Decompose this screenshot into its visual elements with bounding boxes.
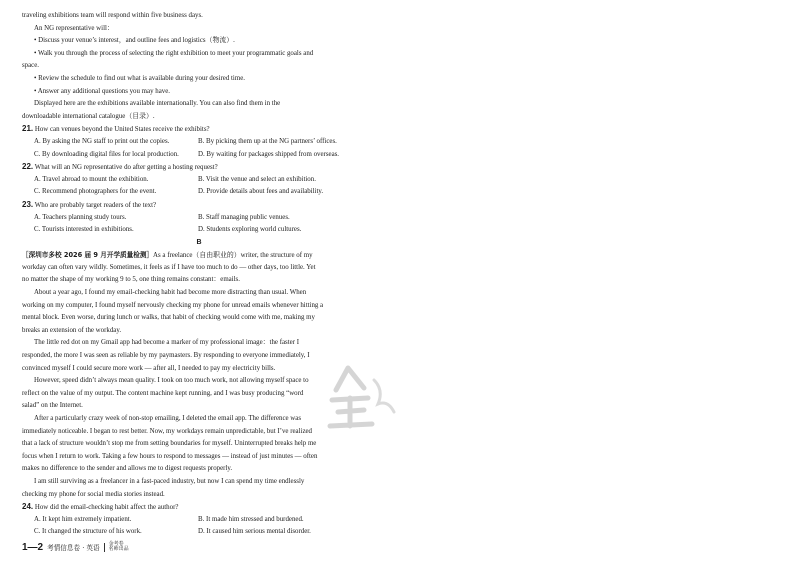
bullet-item: • Answer any additional questions you may have. [34, 87, 170, 95]
passage-line: mental block. Even worse, during lunch or walks, that habit of checking would come with me, making my [22, 314, 315, 322]
passage-source: ［深圳市多校 2026 届 9 月开学质量检测］ [22, 251, 154, 260]
text-line: traveling exhibitions team will respond within five business days. [22, 12, 203, 19]
question-number: 23. [22, 199, 34, 209]
bullet-item: • Discuss your venue’s interest，and outline fees and logistics（物流）. [34, 37, 235, 45]
option-d[interactable]: D. By waiting for packages shipped from overseas. [198, 150, 340, 158]
option-c[interactable]: C. Tourists interested in exhibitions. [34, 226, 134, 234]
option-c[interactable]: C. Recommend photographers for the event. [34, 188, 157, 196]
passage-line [22, 249, 376, 262]
passage-line: checking my phone for social media stories instead. [22, 490, 165, 498]
section-heading: B [196, 238, 202, 246]
brand-logo-line: 金考卷 [108, 541, 124, 547]
option-c[interactable]: C. It changed the structure of his work. [34, 528, 142, 536]
passage-line: The little red dot on my Gmail app had become a marker of my professional image：the faster I [34, 339, 300, 347]
passage-line: focus when I return to work. Taking a few hours to respond to messages — instead of just minutes — often [22, 452, 318, 460]
passage-line: reflect on the value of my output. The content machine kept running, and I was busy producing “word [22, 389, 304, 397]
watermark-icon [318, 360, 398, 432]
bullet-item: • Review the schedule to find out what is available during your desired time. [34, 74, 245, 82]
brand-logo [109, 542, 129, 552]
passage-line: About a year ago, I found my email-checking habit had become more distracting than usual. When [34, 289, 307, 297]
option-a[interactable]: A. Travel abroad to mount the exhibition. [34, 175, 149, 183]
passage-line: no matter the shape of my working 9 to 5, one thing remains constant：emails. [22, 276, 240, 284]
options-row [22, 149, 376, 162]
question-22 [22, 161, 376, 174]
paragraph-line: Displayed here are the exhibitions available internationally. You can also find them in the [34, 100, 281, 108]
passage-line: However, speed didn’t always mean quality. I took on too much work, not allowing myself space to [34, 377, 309, 385]
passage-line: salad” on the Internet. [22, 402, 83, 410]
options-row [22, 212, 376, 225]
passage-line: makes no difference to the sender and allows me to digest requests properly. [22, 465, 233, 473]
passage-line: convinced myself I could secure more work — after all, I needed to pay my electricity bills. [22, 364, 276, 372]
question-text: What will an NG representative do after getting a hosting request? [34, 164, 218, 172]
options-row [22, 136, 376, 149]
passage-line: responded, the more I was seen as reliable by my paymasters. By responding to everyone immediately, I [22, 352, 310, 360]
options-row [22, 186, 376, 199]
options-row [22, 526, 376, 539]
footer-divider [104, 543, 105, 552]
bullet-item: • Walk you through the process of selecting the right exhibition to meet your programmatic goals and [34, 49, 314, 57]
passage-line: immediately noticeable. I began to rest better. Now, my workdays remain unpredictable, but I’ve realized [22, 427, 313, 435]
passage-line: I am still surviving as a freelancer in a fast-paced industry, but now I can spend my time endlessly [34, 477, 305, 485]
paragraph-line: downloadable international catalogue（目录）. [22, 112, 155, 120]
question-text: Who are probably target readers of the text? [34, 201, 157, 209]
bullet-item-continued: space. [22, 62, 40, 70]
question-number: 24. [22, 502, 34, 512]
option-a[interactable]: A. By asking the NG staff to print out the copies. [34, 137, 170, 145]
option-b[interactable]: B. By picking them up at the NG partners’ offices. [198, 137, 337, 145]
page-number: 1—2 [22, 541, 44, 553]
option-d[interactable]: D. Students exploring world cultures. [198, 226, 302, 234]
question-24 [22, 501, 376, 514]
passage-line: breaks an extension of the workday. [22, 326, 122, 334]
question-text: How can venues beyond the United States receive the exhibits? [34, 126, 210, 134]
passage-line: workday can often vary wildly. Sometimes, it feels as if I have too much to do — other days, too little. Yet [22, 263, 316, 271]
passage-line: After a particularly crazy week of non-stop emailing, I deleted the email app. The difference was [34, 415, 302, 422]
footer-title: 考情信息卷 · 英语 [47, 544, 100, 552]
options-row [22, 514, 376, 527]
option-b[interactable]: B. It made him stressed and burdened. [198, 515, 304, 523]
option-b[interactable]: B. Visit the venue and select an exhibition. [198, 175, 316, 183]
options-row [22, 174, 376, 187]
option-d[interactable]: D. It caused him serious mental disorder. [198, 528, 311, 536]
option-c[interactable]: C. By downloading digital files for local production. [34, 150, 179, 158]
brand-logo-line: 名师出品 [108, 546, 129, 552]
page-footer [22, 540, 129, 554]
option-a[interactable]: A. Teachers planning study tours. [34, 213, 127, 221]
option-d[interactable]: D. Provide details about fees and availability. [198, 188, 324, 196]
question-number: 22. [22, 162, 34, 172]
passage-line: working on my computer, I found myself nervously checking my phone for unread emails whenever hitting a [22, 301, 324, 309]
options-row [22, 224, 376, 237]
question-number: 21. [22, 124, 34, 134]
passage-line: that a lack of structure wouldn’t stop me from setting boundaries for myself. Uninterrupted breaks help me [22, 440, 317, 448]
left-column [22, 10, 376, 539]
text-line: An NG representative will： [34, 24, 114, 32]
option-b[interactable]: B. Staff managing public venues. [198, 213, 290, 221]
question-21 [22, 123, 376, 136]
passage-text: As a freelance（自由职业的）writer, the structure of my [153, 252, 313, 260]
question-23 [22, 199, 376, 212]
question-text: How did the email-checking habit affect the author? [34, 504, 179, 512]
option-a[interactable]: A. It kept him extremely impatient. [34, 515, 132, 523]
